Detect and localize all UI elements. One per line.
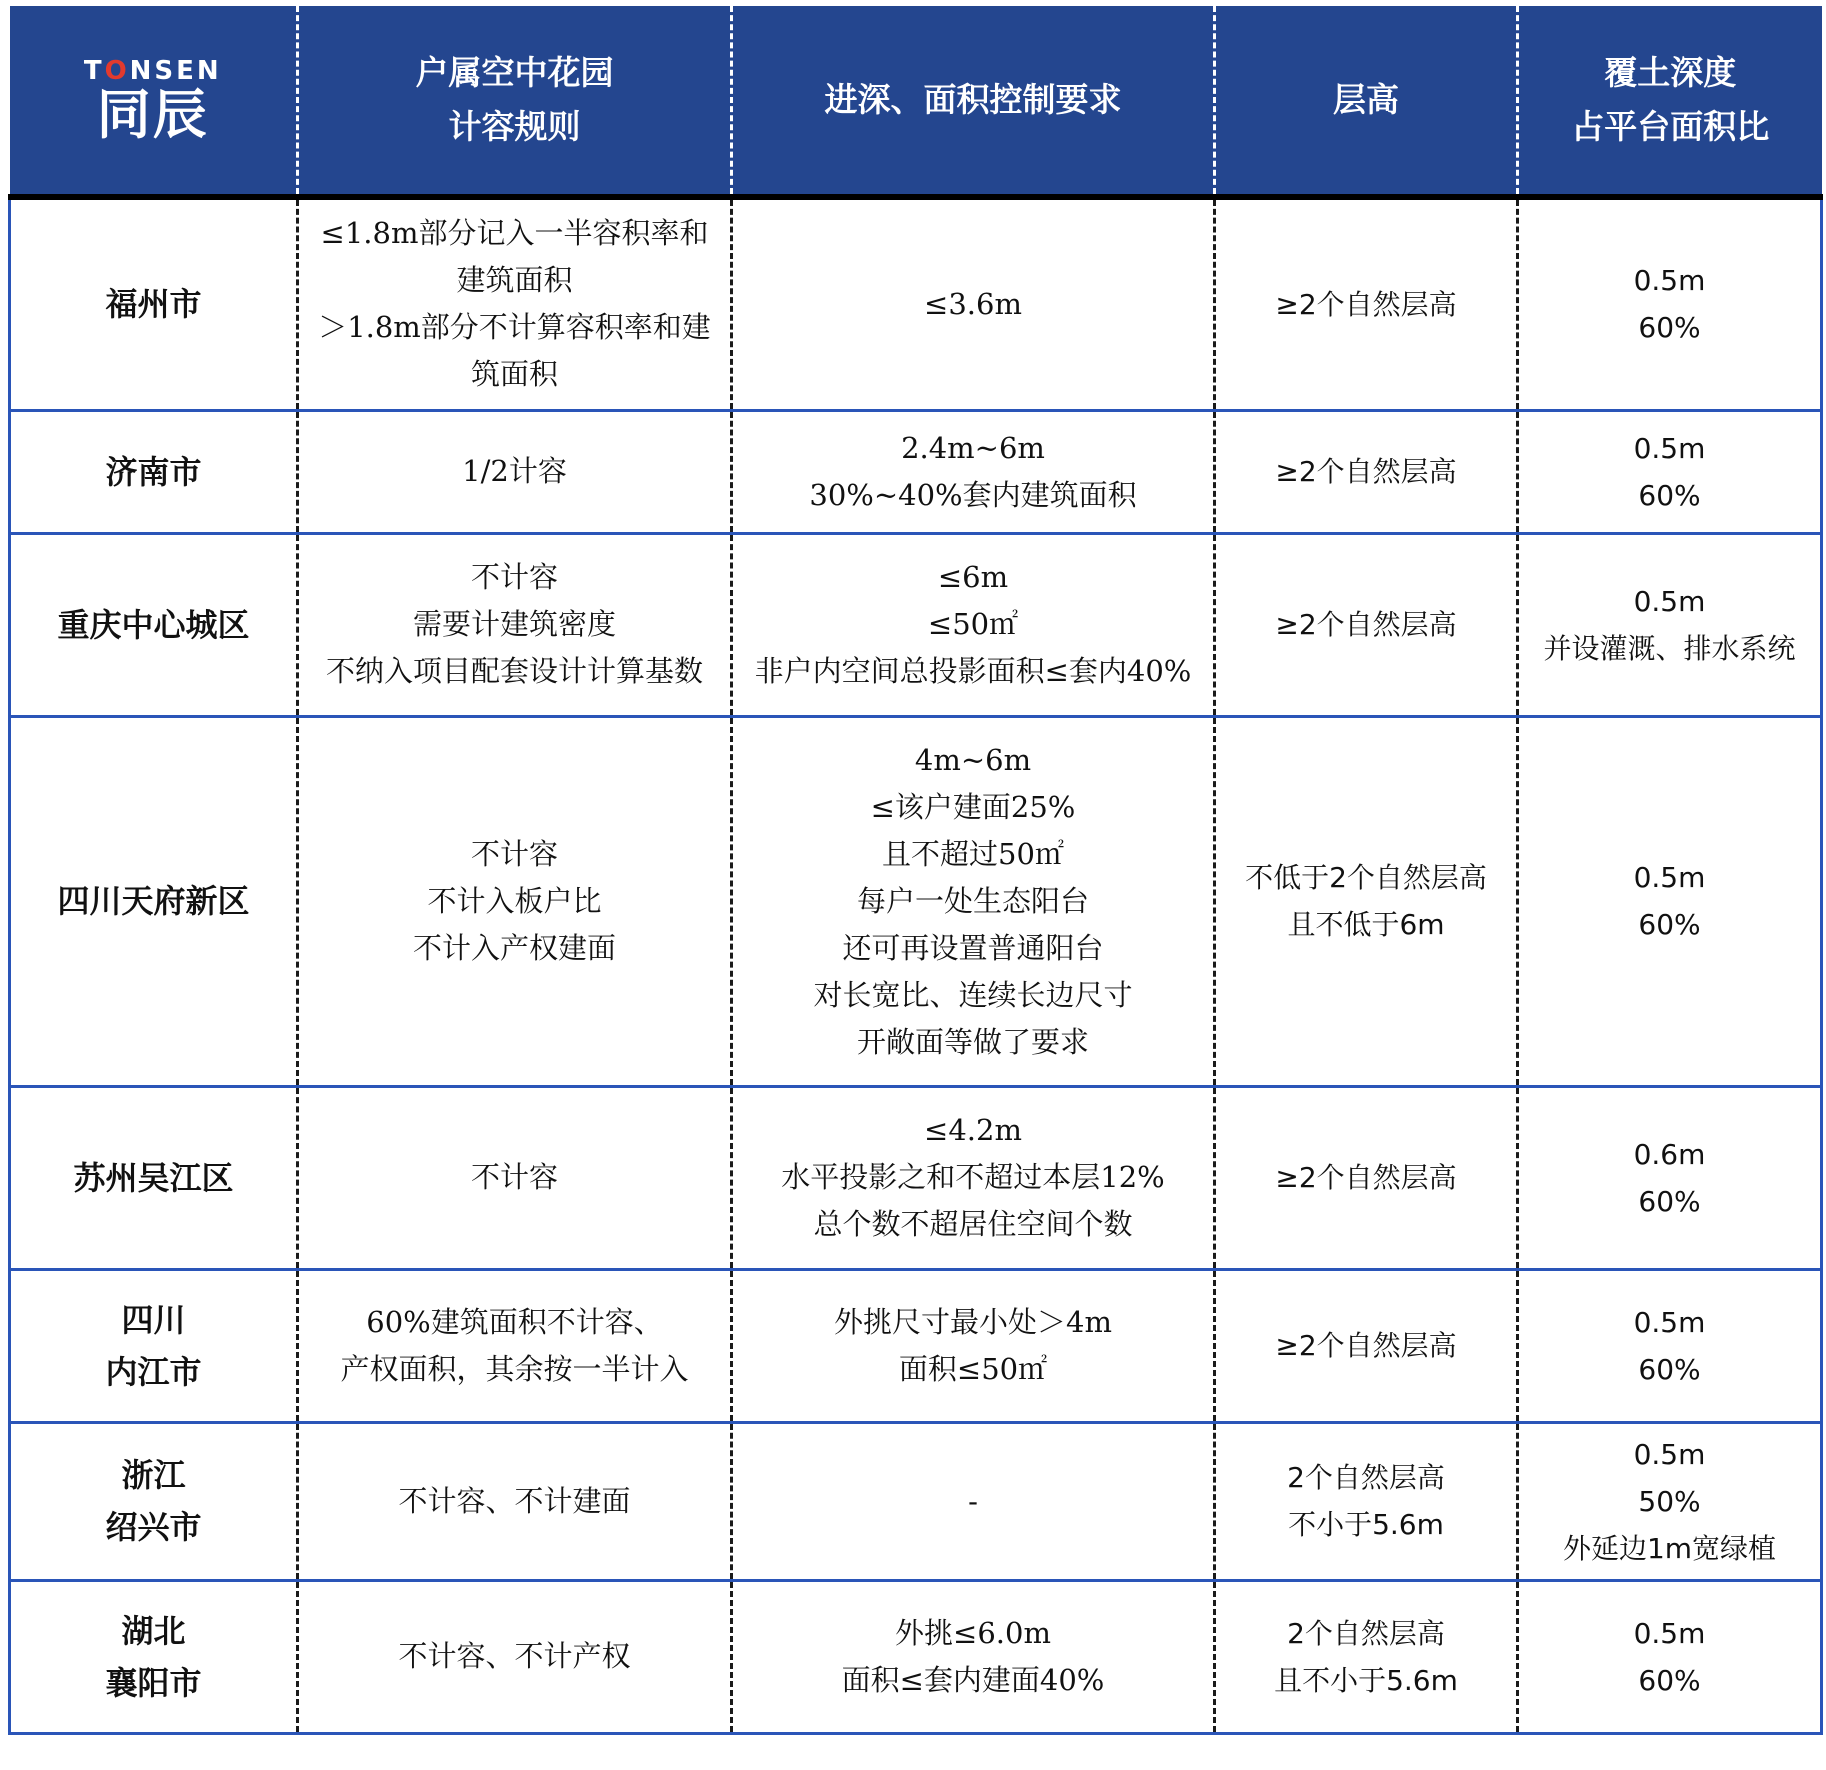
header-height: 层高 (1215, 6, 1518, 197)
rule-cell-line: ＞1.8m部分不计算容积率和建 (318, 310, 711, 345)
rule-cell (298, 716, 732, 1086)
table-row (10, 1422, 1822, 1580)
header-rule: 户属空中花园 计容规则 (298, 6, 732, 197)
depth-cell-line: - (968, 1483, 978, 1518)
rule-cell-line: 1/2计容 (462, 454, 567, 488)
depth-cell-line: 非户内空间总投影面积≤套内40% (754, 654, 1192, 688)
depth-cell-line: ≤3.6m (924, 286, 1022, 321)
logo-cell (10, 6, 298, 197)
depth-cell-line: 4m~6m (914, 742, 1032, 777)
soil-cell-line: 0.5m (1633, 431, 1706, 465)
depth-cell-line: 30%~40%套内建筑面积 (809, 477, 1137, 512)
rule-cell (298, 197, 732, 410)
sky-garden-rules-table (8, 6, 1823, 1735)
height-cell-line: 不低于2个自然层高 (1245, 861, 1487, 894)
height-cell-line: ≥2个自然层高 (1275, 608, 1457, 641)
header-soil: 覆土深度 占平台面积比 (1518, 6, 1822, 197)
rule-cell-line: 不计容、不计产权 (398, 1639, 631, 1673)
soil-cell-line: 0.5m (1633, 584, 1706, 618)
soil-cell-line: 0.5m (1633, 1437, 1706, 1471)
soil-cell (1518, 1269, 1822, 1422)
depth-cell-line: ≤4.2m (924, 1113, 1022, 1147)
height-cell (1215, 1580, 1518, 1733)
soil-cell (1518, 410, 1822, 533)
city-cell (10, 716, 298, 1086)
city-cell-line: 浙江 (121, 1456, 186, 1494)
depth-cell (732, 716, 1215, 1086)
city-cell-line: 绍兴市 (105, 1508, 202, 1546)
height-cell-line: 不小于5.6m (1288, 1508, 1444, 1541)
rule-cell (298, 1422, 732, 1580)
header-depth: 进深、面积控制要求 (732, 6, 1215, 197)
logo-wordmark: TONSEN (83, 56, 222, 86)
rule-cell-line: 不计入产权建面 (412, 930, 616, 965)
city-cell-line: 重庆中心城区 (57, 605, 250, 644)
rule-cell-line: ≤1.8m部分记入一半容积率和 (320, 216, 709, 251)
rule-cell-line: 不计入板户比 (427, 883, 602, 918)
table-row (10, 716, 1822, 1086)
header-row (10, 6, 1822, 197)
depth-cell (732, 1580, 1215, 1733)
height-cell-line: ≥2个自然层高 (1275, 1329, 1457, 1362)
soil-cell-line: 60% (1638, 908, 1701, 941)
rule-cell (298, 410, 732, 533)
soil-cell (1518, 1086, 1822, 1269)
soil-cell-line: 0.5m (1633, 1305, 1706, 1339)
soil-cell (1518, 533, 1822, 716)
height-cell (1215, 197, 1518, 410)
depth-cell (732, 1269, 1215, 1422)
rule-cell-line: 不计容 (470, 836, 558, 871)
depth-cell-line: 总个数不超居住空间个数 (813, 1207, 1133, 1241)
height-cell (1215, 410, 1518, 533)
depth-cell-line: 2.4m~6m (901, 430, 1045, 465)
soil-cell (1518, 716, 1822, 1086)
depth-cell-line: ≤6m (937, 560, 1009, 594)
depth-cell-line: 且不超过50㎡ (882, 836, 1064, 871)
city-cell (10, 533, 298, 716)
depth-cell-line: 还可再设置普通阳台 (842, 930, 1104, 965)
height-cell-line: ≥2个自然层高 (1275, 1161, 1457, 1194)
comparison-sheet (8, 6, 1820, 1758)
rule-cell-line: 不计容 (470, 560, 558, 594)
height-cell-line: ≥2个自然层高 (1275, 455, 1457, 488)
rule-cell-line: 不纳入项目配套设计计算基数 (325, 654, 703, 688)
city-cell-line: 襄阳市 (105, 1663, 202, 1702)
soil-cell-line: 0.6m (1633, 1137, 1706, 1171)
city-cell-line: 济南市 (105, 452, 202, 491)
city-cell-line: 四川 (121, 1300, 186, 1339)
city-cell (10, 1269, 298, 1422)
depth-cell (732, 1086, 1215, 1269)
height-cell (1215, 533, 1518, 716)
table-row (10, 1086, 1822, 1269)
depth-cell-line: ≤该户建面25% (870, 789, 1076, 824)
rule-cell-line: 产权面积，其余按一半计入 (340, 1351, 689, 1386)
city-cell (10, 1580, 298, 1733)
rule-cell-line: 60%建筑面积不计容、 (366, 1304, 663, 1339)
depth-cell (732, 533, 1215, 716)
rule-cell-line: 不计容、不计建面 (398, 1483, 631, 1518)
rule-cell (298, 1580, 732, 1733)
soil-cell-line: 50% (1638, 1484, 1701, 1518)
rule-cell (298, 1086, 732, 1269)
table-row (10, 410, 1822, 533)
soil-cell-line: 外延边1m宽绿植 (1562, 1531, 1777, 1565)
depth-cell-line: 开敞面等做了要求 (856, 1024, 1089, 1059)
city-cell-line: 福州市 (105, 285, 202, 324)
city-cell-line: 四川天府新区 (57, 882, 250, 920)
soil-cell-line: 60% (1638, 311, 1701, 345)
depth-cell-line: 对长宽比、连续长边尺寸 (813, 977, 1133, 1012)
height-cell (1215, 1086, 1518, 1269)
depth-cell (732, 197, 1215, 410)
soil-cell-line: 60% (1638, 1184, 1701, 1218)
city-cell (10, 1086, 298, 1269)
height-cell (1215, 1269, 1518, 1422)
height-cell (1215, 1422, 1518, 1580)
tonsen-logo (16, 56, 291, 144)
rule-cell-line: 筑面积 (470, 357, 558, 392)
height-cell (1215, 716, 1518, 1086)
soil-cell (1518, 1580, 1822, 1733)
soil-cell (1518, 197, 1822, 410)
table-row (10, 197, 1822, 410)
table-row (10, 1269, 1822, 1422)
soil-cell (1518, 1422, 1822, 1580)
city-cell-line: 苏州吴江区 (73, 1158, 234, 1197)
city-cell-line: 湖北 (121, 1611, 186, 1650)
city-cell (10, 410, 298, 533)
city-cell-line: 内江市 (105, 1352, 202, 1391)
depth-cell (732, 1422, 1215, 1580)
soil-cell-line: 60% (1638, 478, 1701, 512)
depth-cell-line: ≤50㎡ (927, 607, 1019, 641)
depth-cell-line: 外挑≤6.0m (895, 1615, 1051, 1650)
rule-cell-line: 需要计建筑密度 (412, 607, 616, 641)
soil-cell-line: 0.5m (1633, 1616, 1706, 1650)
soil-cell-line: 并设灌溉、排水系统 (1543, 631, 1796, 665)
depth-cell-line: 外挑尺寸最小处＞4m (834, 1304, 1112, 1339)
depth-cell-line: 面积≤套内建面40% (841, 1662, 1105, 1697)
rule-cell-line: 建筑面积 (456, 263, 573, 298)
depth-cell-line: 水平投影之和不超过本层12% (781, 1160, 1165, 1194)
soil-cell-line: 60% (1638, 1352, 1701, 1386)
height-cell-line: ≥2个自然层高 (1275, 287, 1457, 321)
city-cell (10, 1422, 298, 1580)
soil-cell-line: 0.5m (1633, 861, 1706, 894)
height-cell-line: 且不低于6m (1287, 908, 1445, 941)
logo-chinese: 同辰 (96, 83, 209, 146)
rule-cell (298, 1269, 732, 1422)
table-row (10, 1580, 1822, 1733)
soil-cell-line: 60% (1638, 1663, 1701, 1697)
height-cell-line: 2个自然层高 (1287, 1616, 1445, 1650)
table-row (10, 533, 1822, 716)
depth-cell (732, 410, 1215, 533)
height-cell-line: 且不小于5.6m (1274, 1663, 1458, 1697)
soil-cell-line: 0.5m (1633, 264, 1706, 298)
rule-cell (298, 533, 732, 716)
depth-cell-line: 面积≤50㎡ (898, 1351, 1048, 1386)
depth-cell-line: 每户一处生态阳台 (856, 883, 1089, 918)
height-cell-line: 2个自然层高 (1287, 1461, 1445, 1494)
city-cell (10, 197, 298, 410)
rule-cell-line: 不计容 (470, 1160, 558, 1194)
